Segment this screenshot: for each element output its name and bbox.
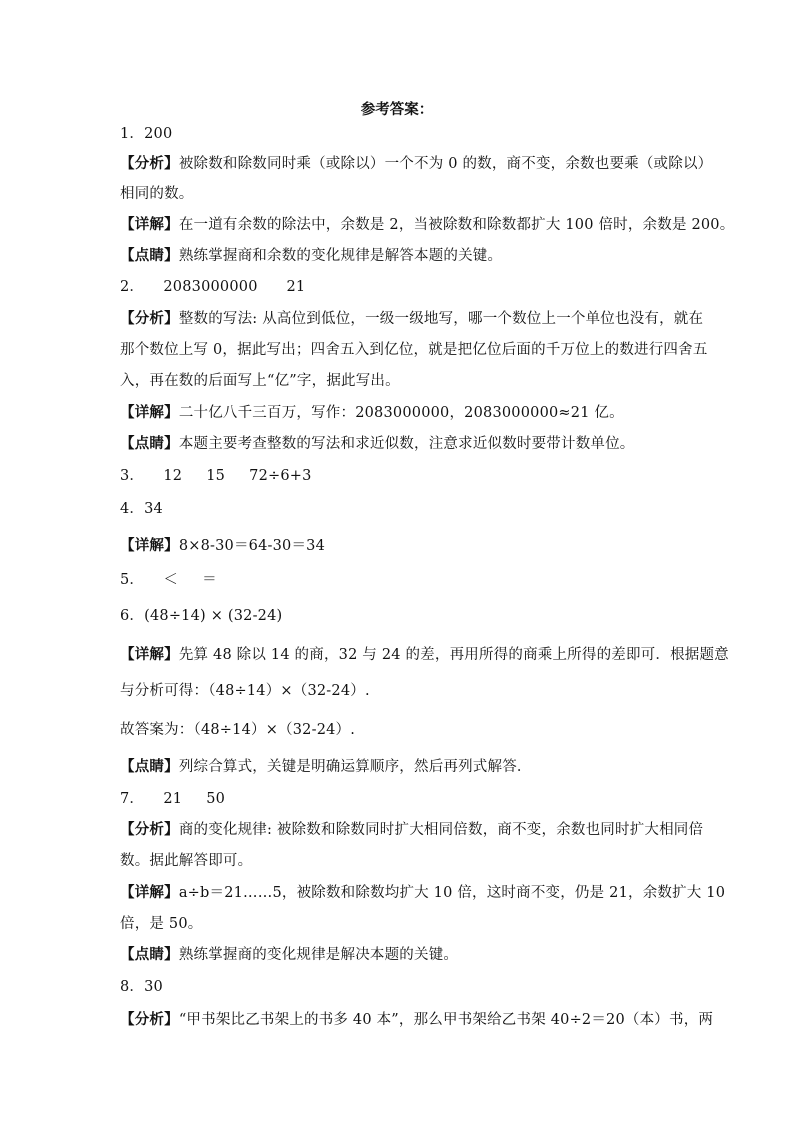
answer-number: 8．30 (120, 979, 163, 995)
detail-line: 【详解】在一道有余数的除法中，余数是 2，当被除数和除数都扩大 100 倍时，余数是 200。 (120, 216, 735, 233)
answer-number: 5． ＜ ＝ (120, 572, 217, 588)
page-title: 参考答案： (360, 101, 434, 118)
answer-number: 7． 21 50 (120, 791, 226, 807)
text-line: 与分析可得：（48÷14）×（32-24）. (120, 683, 370, 699)
comment-line: 【点睛】熟练掌握商的变化规律是解决本题的关键。 (120, 946, 459, 963)
comment-line: 【点睛】列综合算式，关键是明确运算顺序，然后再列式解答． (120, 758, 532, 775)
analysis-line: 【分析】整数的写法: 从高位到低位，一级一级地写，哪一个数位上一个单位也没有，就在 (120, 310, 704, 327)
answer-number: 6．(48÷14) × (32-24) (120, 608, 283, 624)
detail-line: 【详解】8×8-30＝64-30＝34 (120, 537, 326, 554)
comment-line: 【点睛】熟练掌握商和余数的变化规律是解答本题的关键。 (120, 247, 503, 264)
text-line: 入，再在数的后面写上“亿”字，据此写出。 (120, 373, 400, 389)
text-line: 倍，是 50。 (120, 916, 203, 932)
detail-line: 【详解】二十亿八千三百万，写作：2083000000，2083000000≈21 亿。 (120, 404, 624, 421)
answer-number: 4．34 (120, 501, 163, 517)
analysis-line: 【分析】“甲书架比乙书架上的书多 40 本”，那么甲书架给乙书架 40÷2＝20（本）书，两 (120, 1011, 714, 1028)
analysis-line: 【分析】被除数和除数同时乘（或除以）一个不为 0 的数，商不变，余数也要乘（或除以） (120, 155, 713, 172)
comment-line: 【点睛】本题主要考查整数的写法和求近似数，注意求近似数时要带计数单位。 (120, 435, 635, 452)
detail-line: 【详解】先算 48 除以 14 的商，32 与 24 的差，再用所得的商乘上所得的差即可．根据题意 (120, 646, 729, 663)
answer-line: 故答案为：（48÷14）×（32-24）. (120, 722, 356, 738)
text-line: 相同的数。 (120, 186, 194, 202)
analysis-line: 【分析】商的变化规律: 被除数和除数同时扩大相同倍数，商不变，余数也同时扩大相同倍 (120, 821, 704, 838)
text-line: 那个数位上写 0，据此写出；四舍五入到亿位，就是把亿位后面的千万位上的数进行四舍五 (120, 342, 708, 358)
answer-number: 3． 12 15 72÷6+3 (120, 468, 312, 484)
detail-line: 【详解】a÷b＝21……5，被除数和除数均扩大 10 倍，这时商不变，仍是 21，余数扩大 10 (120, 884, 726, 901)
answer-number: 2． 2083000000 21 (120, 279, 306, 295)
answer-number: 1．200 (120, 126, 173, 142)
text-line: 数。据此解答即可。 (120, 853, 253, 869)
